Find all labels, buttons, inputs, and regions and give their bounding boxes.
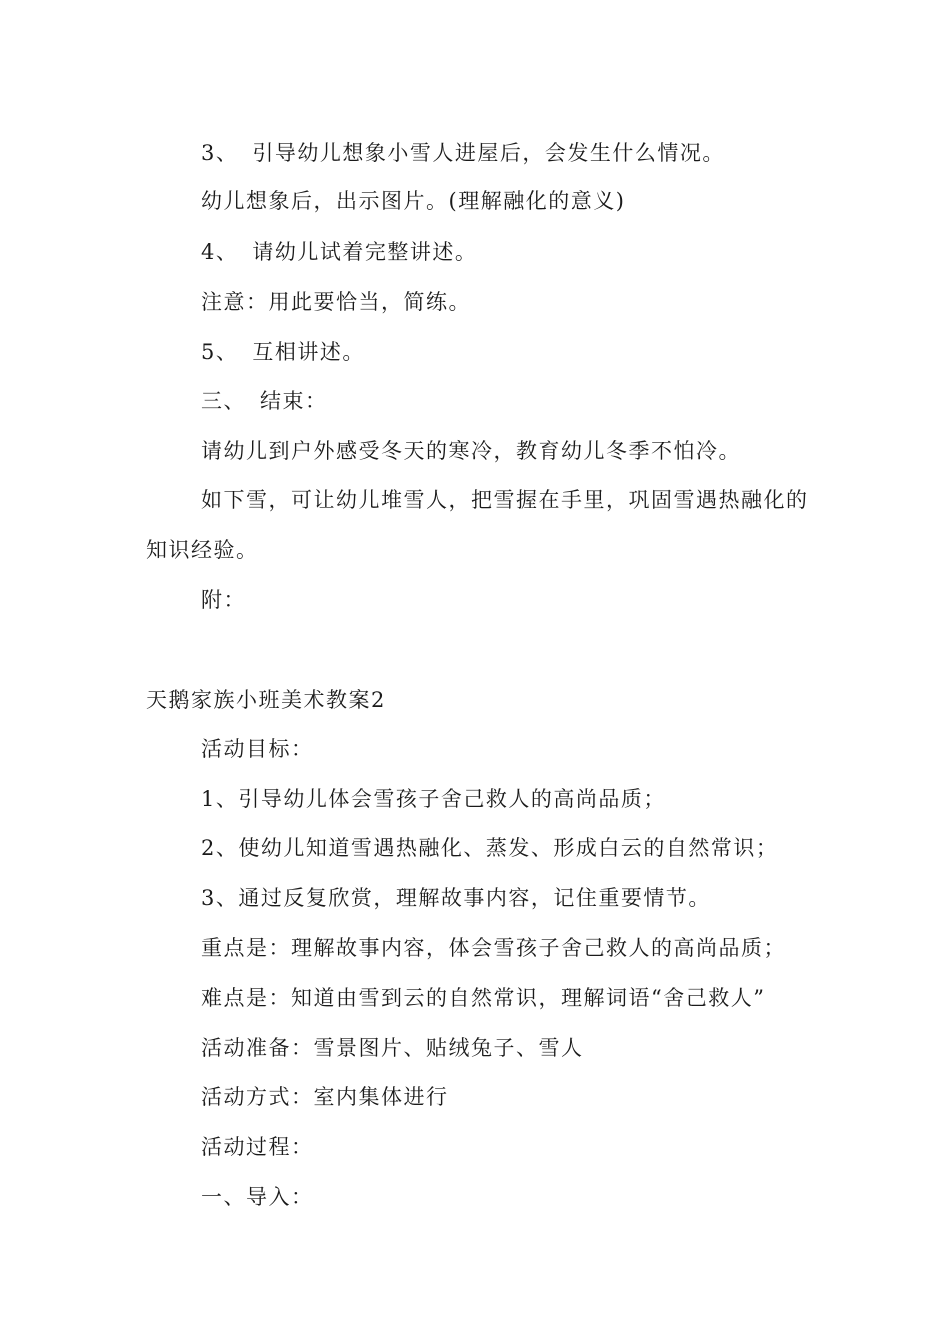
- note-paragraph: 注意：用此要恰当，简练。: [201, 290, 471, 314]
- step-5-number: 5、: [201, 340, 239, 364]
- goal-1: 1、引导幼儿体会雪孩子舍己救人的高尚品质；: [201, 787, 666, 811]
- difficulty-point: 难点是：知道由雪到云的自然常识，理解词语“舍己救人”: [201, 986, 766, 1010]
- step-5-text: 互相讲述。: [252, 340, 365, 364]
- outdoor-paragraph: 请幼儿到户外感受冬天的寒冷，教育幼儿冬季不怕冷。: [201, 439, 741, 463]
- after-imagine-paragraph: 幼儿想象后，出示图片。(理解融化的意义): [201, 189, 626, 213]
- step-4-number: 4、: [201, 240, 239, 264]
- activity-preparation: 活动准备：雪景图片、贴绒兔子、雪人: [201, 1036, 584, 1060]
- intro-heading: 一、导入：: [201, 1185, 314, 1209]
- snow-paragraph-line-1: 如下雪，可让幼儿堆雪人，把雪握在手里，巩固雪遇热融化的: [201, 488, 809, 512]
- lesson-title: 天鹅家族小班美术教案2: [146, 688, 386, 712]
- part-3-number: 三、: [201, 389, 246, 413]
- goal-3: 3、通过反复欣赏，理解故事内容，记住重要情节。: [201, 886, 711, 910]
- part-3-heading: [201, 387, 328, 415]
- activity-method: 活动方式：室内集体进行: [201, 1085, 449, 1109]
- goal-2: 2、使幼儿知道雪遇热融化、蒸发、形成白云的自然常识；: [201, 836, 779, 860]
- step-4: [201, 238, 477, 266]
- step-5: [201, 338, 365, 366]
- step-3: [201, 139, 725, 167]
- activity-process-heading: 活动过程：: [201, 1135, 314, 1159]
- attachment-label: 附：: [201, 588, 246, 612]
- part-3-text: 结束：: [260, 389, 328, 413]
- snow-paragraph-line-2: 知识经验。: [146, 538, 259, 562]
- key-point: 重点是：理解故事内容，体会雪孩子舍己救人的高尚品质；: [201, 936, 786, 960]
- step-3-text: 引导幼儿想象小雪人进屋后，会发生什么情况。: [252, 141, 725, 165]
- step-3-number: 3、: [201, 141, 239, 165]
- step-4-text: 请幼儿试着完整讲述。: [252, 240, 478, 264]
- goals-heading: 活动目标：: [201, 737, 314, 761]
